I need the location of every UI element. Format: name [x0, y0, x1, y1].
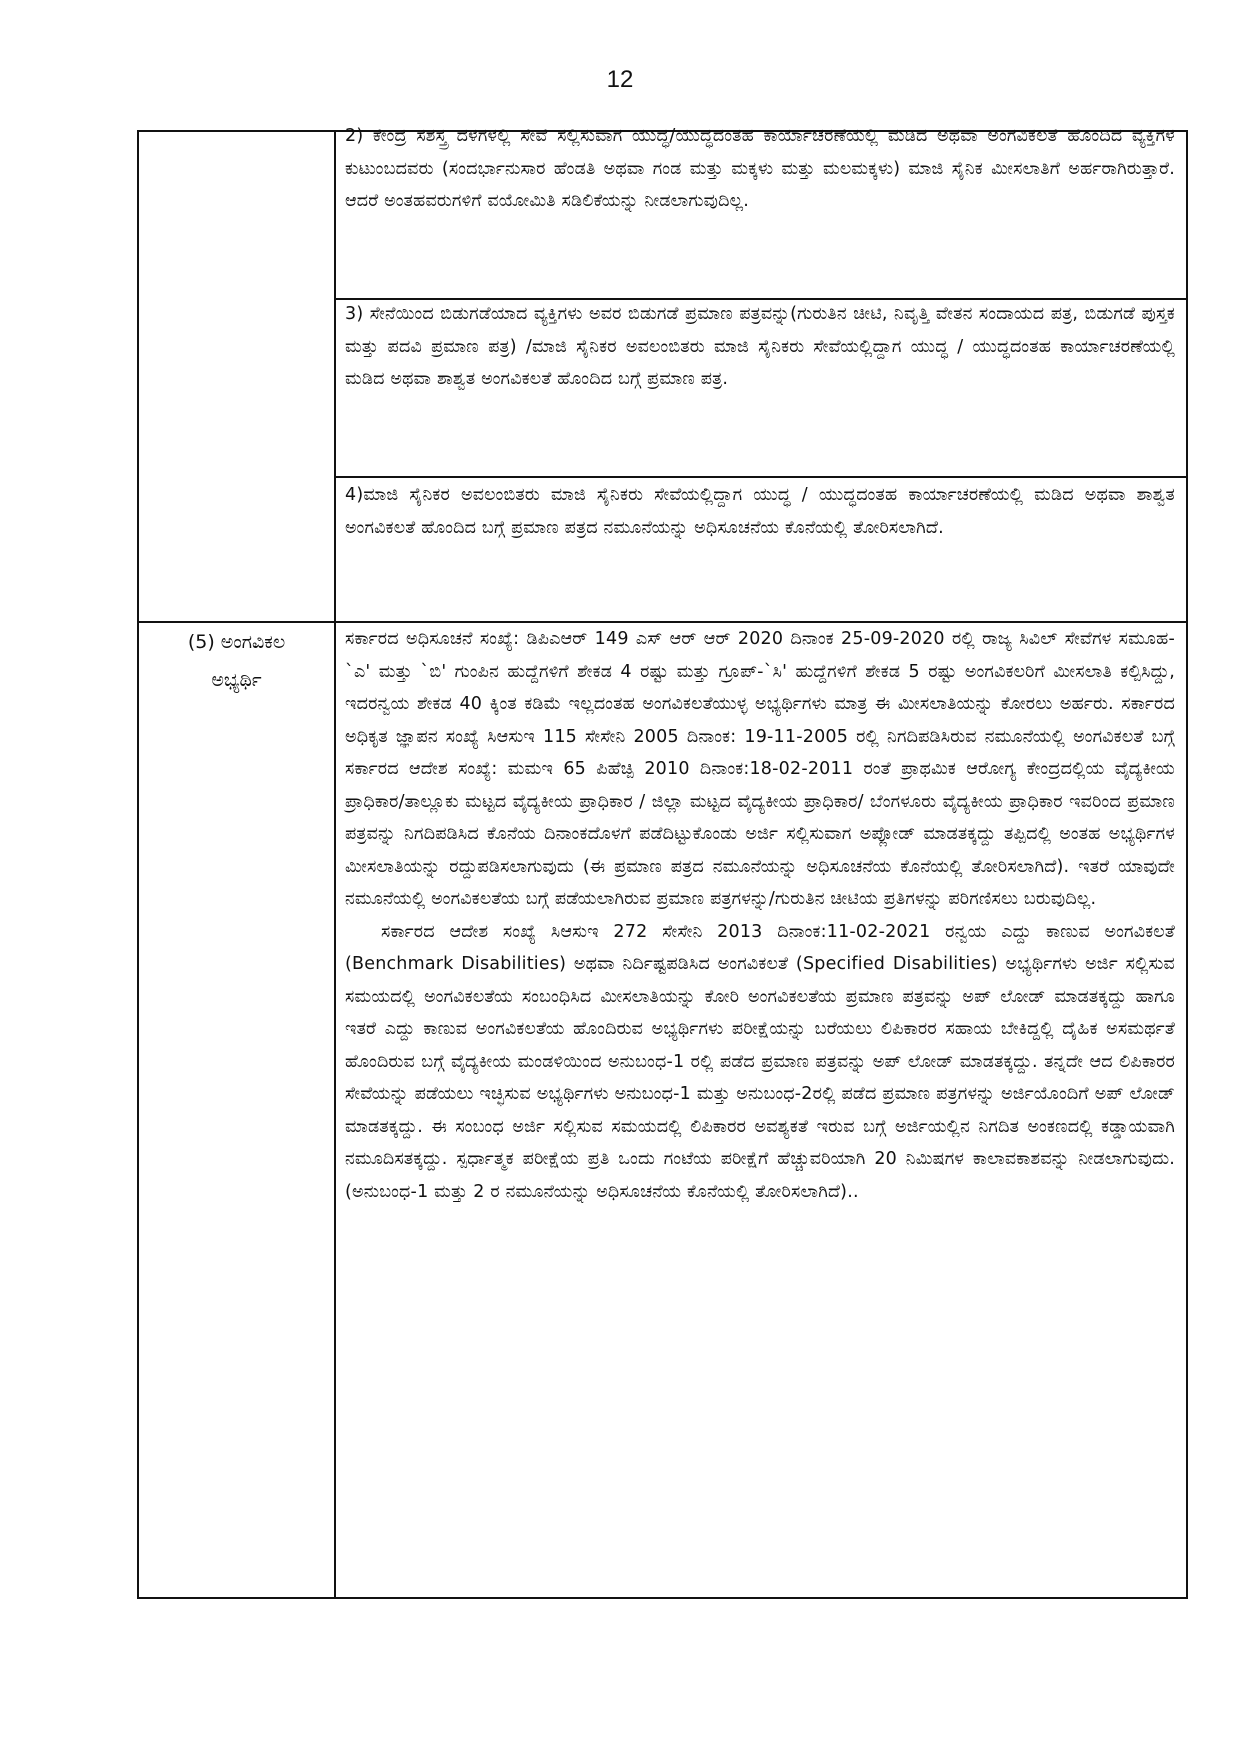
row-5-content-cell [345, 623, 1175, 1208]
item-2-text: 2) ಕೇಂದ್ರ ಸಶಸ್ತ್ರ ದಳಗಳಲ್ಲಿ ಸೇವೆ ಸಲ್ಲಿಸುವಾಗ ಯುದ್ಧ/ಯುದ್ಧದಂತಹ ಕಾರ್ಯಾಚರಣೆಯಲ್ಲಿ ಮಡಿದ ಅಥವಾ ಅಂಗವಿಕಲತೆ ಹೊಂದಿದ ವ್ಯಕ್ತಿಗಳ ಕುಟುಂಬದವರು (ಸಂದರ್ಭಾನುಸಾರ ಹೆಂಡತಿ ಅಥವಾ ಗಂಡ ಮತ್ತು ಮಕ್ಕಳು ಮತ್ತು ಮಲಮಕ್ಕಳು) ಮಾಜಿ ಸೈನಿಕ ಮೀಸಲಾತಿಗೆ ಅರ್ಹರಾಗಿರುತ್ತಾರೆ. ಆದರೆ ಅಂತಹವರುಗಳಿಗೆ ವಯೋಮಿತಿ ಸಡಿಲಿಕೆಯನ್ನು ನೀಡಲಾಗುವುದಿಲ್ಲ. [345, 126, 1175, 211]
row-label-cell-empty [139, 132, 334, 621]
item-2-cell [345, 120, 1175, 218]
row-5-label [139, 625, 334, 697]
document-table [137, 126, 1188, 1599]
row-5-label-line2: ಅಭ್ಯರ್ಥಿ [211, 669, 262, 691]
page-number: 12 [606, 66, 634, 93]
row-5-paragraph-1: ಸರ್ಕಾರದ ಅಧಿಸೂಚನೆ ಸಂಖ್ಯೆ: ಡಿಪಿಎಆರ್ 149 ಎಸ್ ಆರ್ ಆರ್ 2020 ದಿನಾಂಕ 25-09-2020 ರಲ್ಲಿ ರಾಜ್ಯ ಸಿವಿಲ್ ಸೇವೆಗಳ ಸಮೂಹ-`ಎ' ಮತ್ತು `ಬಿ' ಗುಂಪಿನ ಹುದ್ದೆಗಳಿಗೆ ಶೇಕಡ 4 ರಷ್ಟು ಮತ್ತು ಗ್ರೂಪ್-`ಸಿ' ಹುದ್ದೆಗಳಿಗೆ ಶೇಕಡ 5 ರಷ್ಟು ಅಂಗವಿಕಲರಿಗೆ ಮೀಸಲಾತಿ ಕಲ್ಪಿಸಿದ್ದು, ಇದರನ್ವಯ ಶೇಕಡ 40 ಕ್ಕಿಂತ ಕಡಿಮೆ ಇಲ್ಲದಂತಹ ಅಂಗವಿಕಲತೆಯುಳ್ಳ ಅಭ್ಯರ್ಥಿಗಳು ಮಾತ್ರ ಈ ಮೀಸಲಾತಿಯನ್ನು ಕೋರಲು ಅರ್ಹರು. ಸರ್ಕಾರದ ಅಧಿಕೃತ ಜ್ಞಾಪನ ಸಂಖ್ಯೆ ಸಿಆಸುಇ 115 ಸೇಸೇನಿ 2005 ದಿನಾಂಕ: 19-11-2005 ರಲ್ಲಿ ನಿಗದಿಪಡಿಸಿರುವ ನಮೂನೆಯಲ್ಲಿ ಅಂಗವಿಕಲತೆ ಬಗ್ಗೆ ಸರ್ಕಾರದ ಆದೇಶ ಸಂಖ್ಯೆ: ಮಮಇ 65 ಪಿಹೆಚ್ಪಿ 2010 ದಿನಾಂಕ:18-02-2011 ರಂತೆ ಪ್ರಾಥಮಿಕ ಆರೋಗ್ಯ ಕೇಂದ್ರದಲ್ಲಿಯ ವೈದ್ಯಕೀಯ ಪ್ರಾಧಿಕಾರ/ತಾಲ್ಲೂಕು ಮಟ್ಟದ ವೈದ್ಯಕೀಯ ಪ್ರಾಧಿಕಾರ / ಜಿಲ್ಲಾ ಮಟ್ಟದ ವೈದ್ಯಕೀಯ ಪ್ರಾಧಿಕಾರ/ ಬೆಂಗಳೂರು ವೈದ್ಯಕೀಯ ಪ್ರಾಧಿಕಾರ ಇವರಿಂದ ಪ್ರಮಾಣ ಪತ್ರವನ್ನು ನಿಗದಿಪಡಿಸಿದ ಕೊನೆಯ ದಿನಾಂಕದೊಳಗೆ ಪಡೆದಿಟ್ಟುಕೊಂಡು ಅರ್ಜಿ ಸಲ್ಲಿಸುವಾಗ ಅಪ್ಲೋಡ್ ಮಾಡತಕ್ಕದ್ದು ತಪ್ಪಿದಲ್ಲಿ ಅಂತಹ ಅಭ್ಯರ್ಥಿಗಳ ಮೀಸಲಾತಿಯನ್ನು ರದ್ದುಪಡಿಸಲಾಗುವುದು (ಈ ಪ್ರಮಾಣ ಪತ್ರದ ನಮೂನೆಯನ್ನು ಅಧಿಸೂಚನೆಯ ಕೊನೆಯಲ್ಲಿ ತೋರಿಸಲಾಗಿದೆ). ಇತರೆ ಯಾವುದೇ ನಮೂನೆಯಲ್ಲಿ ಅಂಗವಿಕಲತೆಯ ಬಗ್ಗೆ ಪಡೆಯಲಾಗಿರುವ ಪ್ರಮಾಣ ಪತ್ರಗಳನ್ನು/ಗುರುತಿನ ಚೀಟಿಯ ಪ್ರತಿಗಳನ್ನು ಪರಿಗಣಿಸಲು ಬರುವುದಿಲ್ಲ. [345, 629, 1175, 909]
item-3-text: 3) ಸೇನೆಯಿಂದ ಬಿಡುಗಡೆಯಾದ ವ್ಯಕ್ತಿಗಳು ಅವರ ಬಿಡುಗಡೆ ಪ್ರಮಾಣ ಪತ್ರವನ್ನು(ಗುರುತಿನ ಚೀಟಿ, ನಿವೃತ್ತಿ ವೇತನ ಸಂದಾಯದ ಪತ್ರ, ಬಿಡುಗಡೆ ಪುಸ್ತಕ ಮತ್ತು ಪದವಿ ಪ್ರಮಾಣ ಪತ್ರ) /ಮಾಜಿ ಸೈನಿಕರ ಅವಲಂಬಿತರು ಮಾಜಿ ಸೈನಿಕರು ಸೇವೆಯಲ್ಲಿದ್ದಾಗ ಯುದ್ಧ / ಯುದ್ಧದಂತಹ ಕಾರ್ಯಾಚರಣೆಯಲ್ಲಿ ಮಡಿದ ಅಥವಾ ಶಾಶ್ವತ ಅಂಗವಿಕಲತೆ ಹೊಂದಿದ ಬಗ್ಗೆ ಪ್ರಮಾಣ ಪತ್ರ. [345, 304, 1175, 389]
item-4-text: 4)ಮಾಜಿ ಸೈನಿಕರ ಅವಲಂಬಿತರು ಮಾಜಿ ಸೈನಿಕರು ಸೇವೆಯಲ್ಲಿದ್ದಾಗ ಯುದ್ಧ / ಯುದ್ಧದಂತಹ ಕಾರ್ಯಾಚರಣೆಯಲ್ಲಿ ಮಡಿದ ಅಥವಾ ಶಾಶ್ವತ ಅಂಗವಿಕಲತೆ ಹೊಂದಿದ ಬಗ್ಗೆ ಪ್ರಮಾಣ ಪತ್ರದ ನಮೂನೆಯನ್ನು ಅಧಿಸೂಚನೆಯ ಕೊನೆಯಲ್ಲಿ ತೋರಿಸಲಾಗಿದೆ. [345, 485, 1175, 538]
row-divider [334, 476, 1186, 478]
item-4-cell [345, 479, 1175, 544]
item-3-cell [345, 298, 1175, 396]
row-5-paragraph-2: ಸರ್ಕಾರದ ಆದೇಶ ಸಂಖ್ಯೆ ಸಿಆಸುಇ 272 ಸೇಸೇನಿ 2013 ದಿನಾಂಕ:11-02-2021 ರನ್ವಯ ಎದ್ದು ಕಾಣುವ ಅಂಗವಿಕಲತೆ (Benchmark Disabilities) ಅಥವಾ ನಿರ್ದಿಷ್ಟಪಡಿಸಿದ ಅಂಗವಿಕಲತೆ (Specified Disabilities) ಅಭ್ಯರ್ಥಿಗಳು ಅರ್ಜಿ ಸಲ್ಲಿಸುವ ಸಮಯದಲ್ಲಿ ಅಂಗವಿಕಲತೆಯ ಸಂಬಂಧಿಸಿದ ಮೀಸಲಾತಿಯನ್ನು ಕೋರಿ ಅಂಗವಿಕಲತೆಯ ಪ್ರಮಾಣ ಪತ್ರವನ್ನು ಅಪ್ ಲೋಡ್ ಮಾಡತಕ್ಕದ್ದು ಹಾಗೂ ಇತರೆ ಎದ್ದು ಕಾಣುವ ಅಂಗವಿಕಲತೆಯ ಹೊಂದಿರುವ ಅಭ್ಯರ್ಥಿಗಳು ಪರೀಕ್ಷೆಯನ್ನು ಬರೆಯಲು ಲಿಪಿಕಾರರ ಸಹಾಯ ಬೇಕಿದ್ದಲ್ಲಿ ದೈಹಿಕ ಅಸಮರ್ಥತೆ ಹೊಂದಿರುವ ಬಗ್ಗೆ ವೈದ್ಯಕೀಯ ಮಂಡಳಿಯಿಂದ ಅನುಬಂಧ-1 ರಲ್ಲಿ ಪಡೆದ ಪ್ರಮಾಣ ಪತ್ರವನ್ನು ಅಪ್ ಲೋಡ್ ಮಾಡತಕ್ಕದ್ದು. ತನ್ನದೇ ಆದ ಲಿಪಿಕಾರರ ಸೇವೆಯನ್ನು ಪಡೆಯಲು ಇಚ್ಛಿಸುವ ಅಭ್ಯರ್ಥಿಗಳು ಅನುಬಂಧ-1 ಮತ್ತು ಅನುಬಂಧ-2ರಲ್ಲಿ ಪಡೆದ ಪ್ರಮಾಣ ಪತ್ರಗಳನ್ನು ಅರ್ಜಿಯೊಂದಿಗೆ ಅಪ್ ಲೋಡ್ ಮಾಡತಕ್ಕದ್ದು. ಈ ಸಂಬಂಧ ಅರ್ಜಿ ಸಲ್ಲಿಸುವ ಸಮಯದಲ್ಲಿ ಲಿಪಿಕಾರರ ಅವಶ್ಯಕತೆ ಇರುವ ಬಗ್ಗೆ ಅರ್ಜಿಯಲ್ಲಿನ ನಿಗದಿತ ಅಂಕಣದಲ್ಲಿ ಕಡ್ಡಾಯವಾಗಿ ನಮೂದಿಸತಕ್ಕದ್ದು. ಸ್ಪರ್ಧಾತ್ಮಕ ಪರೀಕ್ಷೆಯ ಪ್ರತಿ ಒಂದು ಗಂಟೆಯ ಪರೀಕ್ಷೆಗೆ ಹೆಚ್ಚುವರಿಯಾಗಿ 20 ನಿಮಿಷಗಳ ಕಾಲಾವಕಾಶವನ್ನು ನೀಡಲಾಗುವುದು. (ಅನುಬಂಧ-1 ಮತ್ತು 2 ರ ನಮೂನೆಯನ್ನು ಅಧಿಸೂಚನೆಯ ಕೊನೆಯಲ್ಲಿ ತೋರಿಸಲಾಗಿದೆ).. [345, 921, 1175, 1202]
row-5-label-line1: (5) ಅಂಗವಿಕಲ [187, 631, 286, 653]
column-divider [334, 132, 336, 1597]
